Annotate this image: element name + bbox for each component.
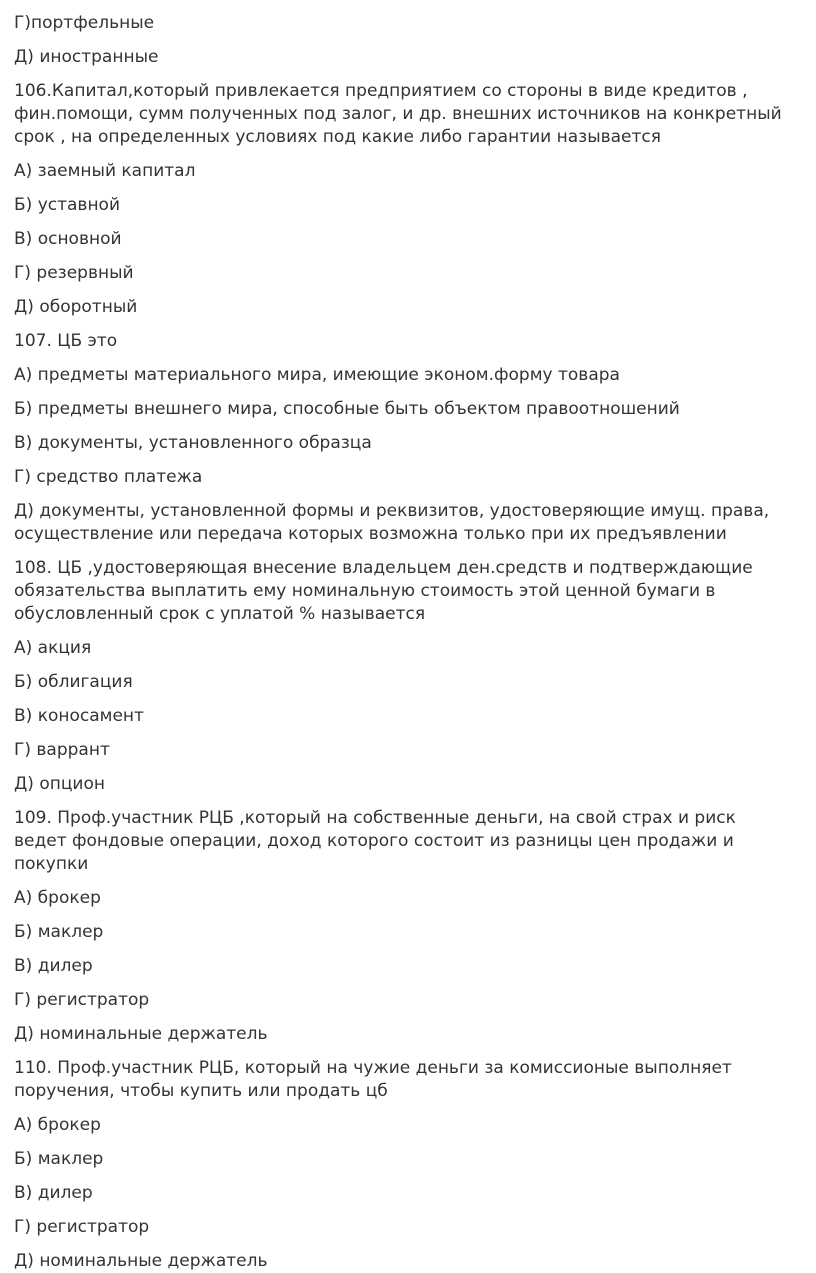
answer-option-line: В) дилер <box>14 1183 93 1203</box>
answer-option <box>14 887 802 910</box>
answer-option <box>14 1023 802 1046</box>
question-text-line: фин.помощи, сумм полученных под залог, и др. внешних источников на конкретный <box>14 104 782 124</box>
question-text <box>14 557 802 626</box>
question-text-line: покупки <box>14 854 89 874</box>
question-text-line: обусловленный срок с уплатой % называется <box>14 604 426 624</box>
answer-option-line: Г) регистратор <box>14 990 150 1010</box>
answer-option-line: В) документы, установленного образца <box>14 433 372 453</box>
answer-option <box>14 705 802 728</box>
answer-option <box>14 739 802 762</box>
answer-option-line: А) акция <box>14 638 92 658</box>
answer-option <box>14 637 802 660</box>
answer-option <box>14 160 802 183</box>
answer-option-line: В) дилер <box>14 956 93 976</box>
answer-option <box>14 921 802 944</box>
answer-option <box>14 398 802 421</box>
answer-option <box>14 228 802 251</box>
answer-option <box>14 989 802 1012</box>
answer-option <box>14 1148 802 1171</box>
answer-option-line: Б) маклер <box>14 1149 104 1169</box>
answer-option-line: Д) опцион <box>14 774 105 794</box>
answer-option-line: Д) оборотный <box>14 297 138 317</box>
answer-option <box>14 1114 802 1137</box>
question-text-line: 108. ЦБ ,удостоверяющая внесение владельцем ден.средств и подтверждающие <box>14 558 753 578</box>
answer-option-line: А) брокер <box>14 888 101 908</box>
answer-option <box>14 262 802 285</box>
answer-option <box>14 364 802 387</box>
question-text <box>14 807 802 876</box>
question-text-line: ведет фондовые операции, доход которого состоит из разницы цен продажи и <box>14 831 734 851</box>
answer-option <box>14 955 802 978</box>
answer-option <box>14 194 802 217</box>
answer-option-line: Г) варрант <box>14 740 110 760</box>
answer-option-line: Г) регистратор <box>14 1217 150 1237</box>
answer-option <box>14 500 802 546</box>
answer-option-line: осуществление или передача которых возможна только при их предъявлении <box>14 524 727 544</box>
answer-option-line: Б) маклер <box>14 922 104 942</box>
answer-option <box>14 1182 802 1205</box>
answer-option <box>14 12 802 35</box>
question-text-line: 109. Проф.участник РЦБ ,который на собственные деньги, на свой страх и риск <box>14 808 736 828</box>
answer-option <box>14 466 802 489</box>
question-text-line: 110. Проф.участник РЦБ, который на чужие деньги за комиссионые выполняет <box>14 1058 732 1078</box>
question-text <box>14 330 802 353</box>
answer-option-line: Д) документы, установленной формы и реквизитов, удостоверяющие имущ. права, <box>14 501 770 521</box>
answer-option <box>14 1216 802 1239</box>
answer-option <box>14 46 802 69</box>
answer-option-line: Д) иностранные <box>14 47 159 67</box>
answer-option-line: А) брокер <box>14 1115 101 1135</box>
question-text <box>14 1057 802 1103</box>
question-text <box>14 80 802 149</box>
answer-option <box>14 1250 802 1273</box>
answer-option-line: Д) номинальные держатель <box>14 1024 268 1044</box>
question-text-line: 106.Капитал,который привлекается предприятием со стороны в виде кредитов , <box>14 81 748 101</box>
question-text-line: обязательства выплатить ему номинальную стоимость этой ценной бумаги в <box>14 581 716 601</box>
answer-option-line: Г)портфельные <box>14 13 155 33</box>
answer-option-line: Д) номинальные держатель <box>14 1251 268 1271</box>
answer-option-line: Г) резервный <box>14 263 134 283</box>
answer-option-line: В) основной <box>14 229 122 249</box>
answer-option-line: Б) облигация <box>14 672 133 692</box>
question-text-line: срок , на определенных условиях под какие либо гарантии называется <box>14 127 661 147</box>
answer-option-line: Б) предметы внешнего мира, способные быть объектом правоотношений <box>14 399 680 419</box>
answer-option-line: Б) уставной <box>14 195 121 215</box>
answer-option <box>14 432 802 455</box>
answer-option <box>14 773 802 796</box>
answer-option <box>14 671 802 694</box>
question-text-line: 107. ЦБ это <box>14 331 118 351</box>
answer-option-line: В) коносамент <box>14 706 144 726</box>
answer-option-line: Г) средство платежа <box>14 467 203 487</box>
answer-option <box>14 296 802 319</box>
answer-option-line: А) предметы материального мира, имеющие эконом.форму товара <box>14 365 620 385</box>
question-text-line: поручения, чтобы купить или продать цб <box>14 1081 388 1101</box>
answer-option-line: А) заемный капитал <box>14 161 196 181</box>
